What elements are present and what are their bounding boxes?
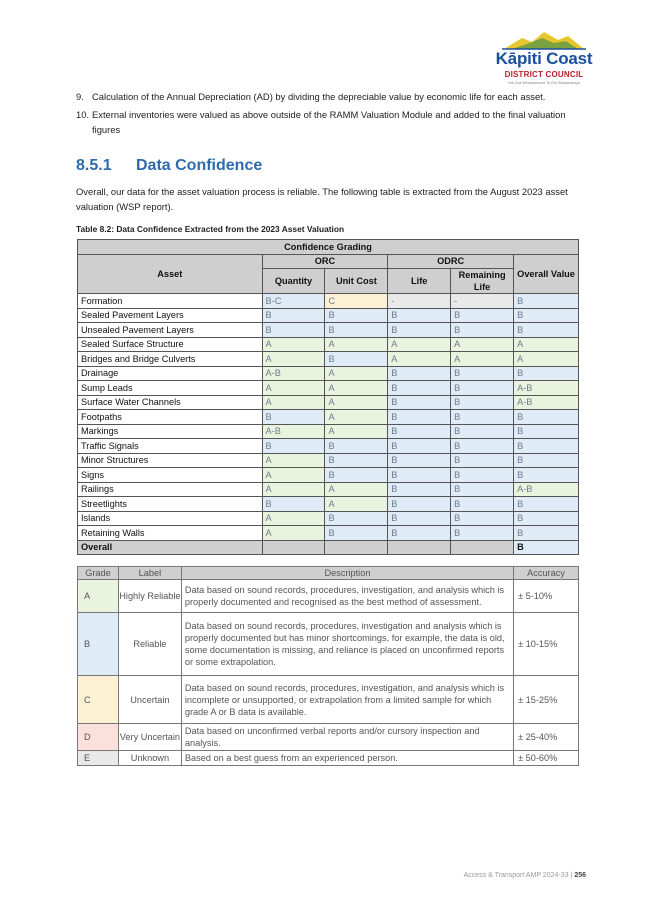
column-header-accuracy: Accuracy [514, 567, 579, 580]
column-header-description: Description [181, 567, 513, 580]
remaining-life-cell: A [451, 337, 514, 352]
asset-name-cell: Markings [78, 424, 263, 439]
column-header-overall: Overall Value [514, 254, 579, 294]
table-row [78, 337, 579, 352]
quantity-cell: B [262, 410, 325, 425]
logo-subtitle: DISTRICT COUNCIL [504, 70, 584, 79]
accuracy-cell: ± 50-60% [514, 751, 579, 766]
grade-table-body [78, 580, 579, 766]
life-cell: B [388, 439, 451, 454]
asset-name-cell: Formation [78, 294, 263, 309]
asset-name-cell: Surface Water Channels [78, 395, 263, 410]
life-cell: B [388, 381, 451, 396]
table-row [78, 352, 579, 367]
description-cell: Data based on sound records, procedures, investigation, and analysis which is properly documented and recognised as the best method of assessment. [181, 580, 513, 613]
asset-name-cell: Sump Leads [78, 381, 263, 396]
logo-name: Kāpiti Coast [495, 49, 593, 68]
table-row [78, 580, 579, 613]
overall-value-cell: B [514, 366, 579, 381]
asset-name-cell: Unsealed Pavement Layers [78, 323, 263, 338]
table-row [78, 424, 579, 439]
table-row [78, 751, 579, 766]
unit-cost-cell: B [325, 453, 388, 468]
quantity-cell: B-C [262, 294, 325, 309]
column-header-label: Label [118, 567, 181, 580]
table-row [78, 613, 579, 676]
quantity-cell: A [262, 352, 325, 367]
overall-value-cell: A-B [514, 381, 579, 396]
list-item-number: 10. [76, 109, 90, 120]
asset-name-cell: Minor Structures [78, 453, 263, 468]
remaining-life-cell: B [451, 366, 514, 381]
list-item [76, 89, 586, 104]
table-row [78, 497, 579, 512]
column-header-asset: Asset [78, 254, 263, 294]
asset-name-cell: Islands [78, 511, 263, 526]
asset-name-cell: Bridges and Bridge Culverts [78, 352, 263, 367]
column-header-remaining-life: Remaining Life [451, 269, 514, 294]
grade-cell: E [78, 751, 119, 766]
table-row [78, 724, 579, 751]
unit-cost-cell: A [325, 381, 388, 396]
grade-cell: A [78, 580, 119, 613]
overall-value-cell: B [514, 468, 579, 483]
footer-title: Access & Transport AMP 2024-33 [463, 872, 569, 879]
life-cell: B [388, 497, 451, 512]
page-number: 256 [574, 872, 586, 879]
logo-tagline: Hei Ara Whakamana Te Ahi Wakakainga [508, 80, 580, 85]
table-row [78, 395, 579, 410]
footer-separator: | [570, 872, 573, 879]
unit-cost-cell: A [325, 366, 388, 381]
life-cell: B [388, 526, 451, 541]
asset-name-cell: Sealed Surface Structure [78, 337, 263, 352]
life-cell: B [388, 366, 451, 381]
numbered-list [76, 89, 586, 140]
overall-empty-cell [262, 540, 325, 555]
remaining-life-cell: B [451, 395, 514, 410]
asset-name-cell: Sealed Pavement Layers [78, 308, 263, 323]
remaining-life-cell: B [451, 526, 514, 541]
list-item-text: External inventories were valued as above outside of the RAMM Valuation Module and added to the final valuation figures [92, 109, 566, 135]
column-header-grade: Grade [78, 567, 119, 580]
life-cell: B [388, 410, 451, 425]
asset-name-cell: Signs [78, 468, 263, 483]
overall-empty-cell [451, 540, 514, 555]
table-row [78, 468, 579, 483]
quantity-cell: A [262, 526, 325, 541]
asset-name-cell: Railings [78, 482, 263, 497]
life-cell: B [388, 511, 451, 526]
overall-value-cell: A [514, 352, 579, 367]
table-row [78, 410, 579, 425]
overall-label: Overall [78, 540, 263, 555]
life-cell: B [388, 468, 451, 483]
overall-empty-cell [388, 540, 451, 555]
table-caption: Table 8.2: Data Confidence Extracted from the 2023 Asset Valuation [76, 224, 345, 234]
description-cell: Data based on sound records, procedures, investigation and analysis which is properly documented but has minor shortcomings, for example, the data is old, some documentation is missing, and reliance is placed on unconfirmed reports or some extrapolation. [181, 613, 513, 676]
life-cell: A [388, 337, 451, 352]
remaining-life-cell: B [451, 468, 514, 483]
remaining-life-cell: B [451, 453, 514, 468]
quantity-cell: A [262, 482, 325, 497]
overall-value: B [514, 540, 579, 555]
overall-value-cell: B [514, 294, 579, 309]
accuracy-cell: ± 10-15% [514, 613, 579, 676]
section-number: 8.5.1 [76, 157, 112, 174]
section-heading [76, 157, 262, 175]
life-cell: B [388, 323, 451, 338]
column-header-quantity: Quantity [262, 269, 325, 294]
remaining-life-cell: A [451, 352, 514, 367]
section-title: Data Confidence [136, 157, 263, 174]
asset-name-cell: Retaining Walls [78, 526, 263, 541]
remaining-life-cell: B [451, 511, 514, 526]
quantity-cell: B [262, 497, 325, 512]
unit-cost-cell: A [325, 410, 388, 425]
overall-value-cell: B [514, 511, 579, 526]
quantity-cell: A [262, 511, 325, 526]
table-title: Confidence Grading [78, 240, 579, 255]
overall-empty-cell [325, 540, 388, 555]
unit-cost-cell: A [325, 395, 388, 410]
life-cell: A [388, 352, 451, 367]
unit-cost-cell: B [325, 439, 388, 454]
table-row [78, 439, 579, 454]
life-cell: B [388, 453, 451, 468]
column-header-unit-cost: Unit Cost [325, 269, 388, 294]
description-cell: Based on a best guess from an experienced person. [181, 751, 513, 766]
council-logo [488, 30, 600, 88]
list-item-text: Calculation of the Annual Depreciation (AD) by dividing the depreciable value by economic life for each asset. [92, 91, 546, 102]
quantity-cell: B [262, 323, 325, 338]
remaining-life-cell: B [451, 497, 514, 512]
confidence-grading-table [77, 239, 579, 555]
table-row [78, 366, 579, 381]
overall-value-cell: B [514, 526, 579, 541]
overall-row [78, 540, 579, 555]
quantity-cell: A [262, 381, 325, 396]
remaining-life-cell: B [451, 381, 514, 396]
table-row [78, 381, 579, 396]
column-group-odrc: ODRC [388, 254, 514, 269]
quantity-cell: A [262, 395, 325, 410]
table-row [78, 511, 579, 526]
quantity-cell: A [262, 337, 325, 352]
grade-cell: C [78, 676, 119, 724]
quantity-cell: A [262, 453, 325, 468]
table-row [78, 526, 579, 541]
asset-name-cell: Traffic Signals [78, 439, 263, 454]
table-row [78, 453, 579, 468]
quantity-cell: A-B [262, 366, 325, 381]
grade-cell: B [78, 613, 119, 676]
unit-cost-cell: A [325, 424, 388, 439]
asset-name-cell: Drainage [78, 366, 263, 381]
asset-name-cell: Footpaths [78, 410, 263, 425]
unit-cost-cell: A [325, 497, 388, 512]
column-header-life: Life [388, 269, 451, 294]
table-row [78, 294, 579, 309]
table-row [78, 323, 579, 338]
overall-value-cell: A [514, 337, 579, 352]
label-cell: Very Uncertain [118, 724, 181, 751]
label-cell: Unknown [118, 751, 181, 766]
unit-cost-cell: B [325, 352, 388, 367]
label-cell: Uncertain [118, 676, 181, 724]
unit-cost-cell: B [325, 468, 388, 483]
label-cell: Reliable [118, 613, 181, 676]
unit-cost-cell: A [325, 482, 388, 497]
table-row [78, 482, 579, 497]
unit-cost-cell: B [325, 526, 388, 541]
quantity-cell: A [262, 468, 325, 483]
mountain-logo-icon [502, 30, 586, 50]
overall-value-cell: B [514, 308, 579, 323]
overall-value-cell: B [514, 424, 579, 439]
column-group-orc: ORC [262, 254, 388, 269]
page-footer [400, 872, 586, 879]
description-cell: Data based on sound records, procedures, investigation, and analysis which is incomplete or unsupported, or extrapolation from a limited sample for which grade A or B data is available. [181, 676, 513, 724]
accuracy-cell: ± 15-25% [514, 676, 579, 724]
intro-paragraph: Overall, our data for the asset valuation process is reliable. The following table is extracted from the August 2023 asset valuation (WSP report). [76, 186, 568, 212]
life-cell: B [388, 395, 451, 410]
unit-cost-cell: C [325, 294, 388, 309]
grading-table-body [78, 294, 579, 555]
table-row [78, 676, 579, 724]
remaining-life-cell: B [451, 424, 514, 439]
overall-value-cell: A-B [514, 482, 579, 497]
remaining-life-cell: B [451, 410, 514, 425]
overall-value-cell: B [514, 439, 579, 454]
remaining-life-cell: - [451, 294, 514, 309]
life-cell: B [388, 424, 451, 439]
unit-cost-cell: B [325, 308, 388, 323]
life-cell: B [388, 308, 451, 323]
accuracy-cell: ± 5-10% [514, 580, 579, 613]
life-cell: B [388, 482, 451, 497]
quantity-cell: B [262, 439, 325, 454]
asset-name-cell: Streetlights [78, 497, 263, 512]
remaining-life-cell: B [451, 323, 514, 338]
table-row [78, 308, 579, 323]
accuracy-cell: ± 25-40% [514, 724, 579, 751]
quantity-cell: A-B [262, 424, 325, 439]
grade-definition-table [77, 566, 579, 766]
quantity-cell: B [262, 308, 325, 323]
overall-value-cell: B [514, 453, 579, 468]
life-cell: - [388, 294, 451, 309]
list-item-number: 9. [76, 91, 84, 102]
overall-value-cell: B [514, 323, 579, 338]
unit-cost-cell: B [325, 511, 388, 526]
list-item [76, 107, 586, 137]
unit-cost-cell: A [325, 337, 388, 352]
overall-value-cell: B [514, 410, 579, 425]
grade-cell: D [78, 724, 119, 751]
description-cell: Data based on unconfirmed verbal reports and/or cursory inspection and analysis. [181, 724, 513, 751]
overall-value-cell: A-B [514, 395, 579, 410]
remaining-life-cell: B [451, 482, 514, 497]
unit-cost-cell: B [325, 323, 388, 338]
remaining-life-cell: B [451, 439, 514, 454]
label-cell: Highly Reliable [118, 580, 181, 613]
overall-value-cell: B [514, 497, 579, 512]
remaining-life-cell: B [451, 308, 514, 323]
